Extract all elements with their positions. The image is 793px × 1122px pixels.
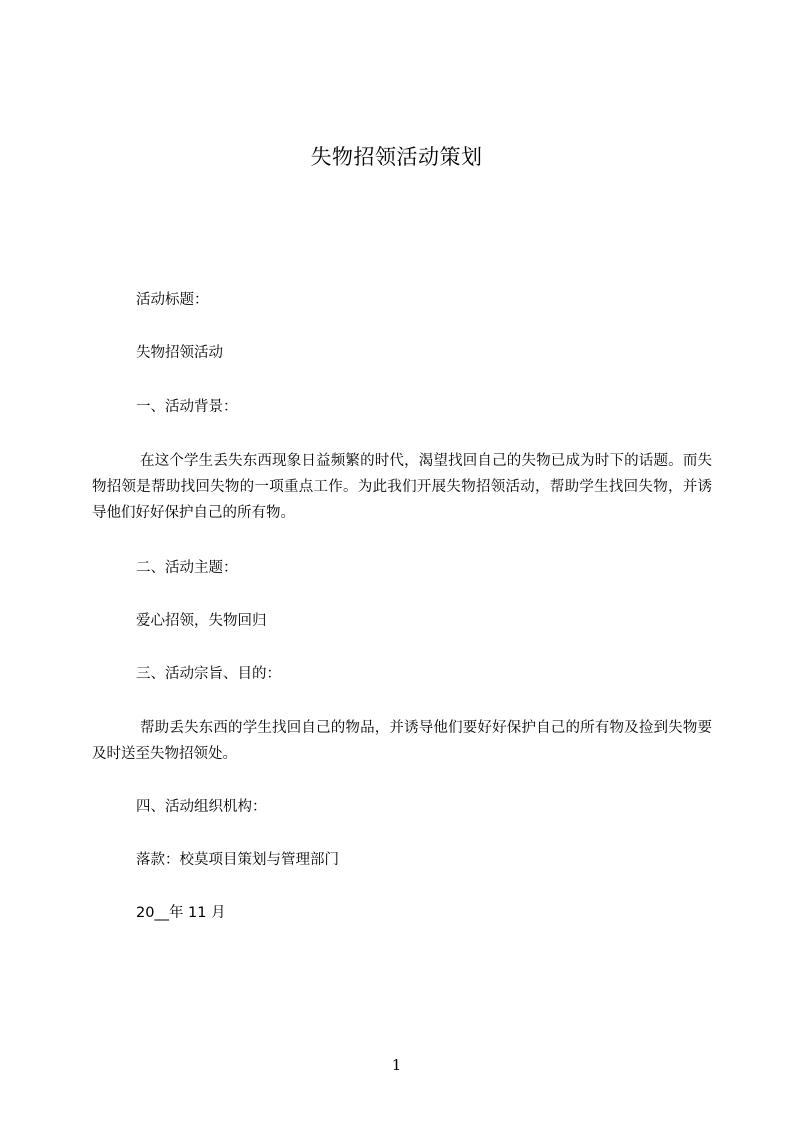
signature-line: 落款：校莫项目策划与管理部门 — [136, 852, 339, 868]
page-number: 1 — [391, 1056, 402, 1074]
section-2-heading: 二、活动主题： — [136, 560, 238, 576]
activity-title-label: 活动标题： — [136, 292, 209, 308]
activity-title-value: 失物招领活动 — [136, 345, 223, 361]
section-4-heading: 四、活动组织机构： — [136, 799, 267, 815]
section-1-paragraph: 在这个学生丢失东西现象日益频繁的时代，渴望找回自己的失物已成为时下的话题。而失物招领是帮助找回失物的一项重点工作。为此我们开展失物招领活动，帮助学生找回失物，并诱导他们好好保护自己的所有物。 — [92, 453, 712, 521]
date-line: 20__年 11 月 — [136, 905, 226, 921]
section-2-value: 爱心招领，失物回归 — [136, 613, 267, 629]
document-title: 失物招领活动策划 — [310, 145, 483, 169]
section-3-paragraph: 帮助丢失东西的学生找回自己的物品，并诱导他们要好好保护自己的所有物及捡到失物要及时送至失物招领处。 — [92, 720, 712, 762]
section-1-heading: 一、活动背景： — [136, 399, 238, 415]
section-3-heading: 三、活动宗旨、目的： — [136, 666, 281, 682]
